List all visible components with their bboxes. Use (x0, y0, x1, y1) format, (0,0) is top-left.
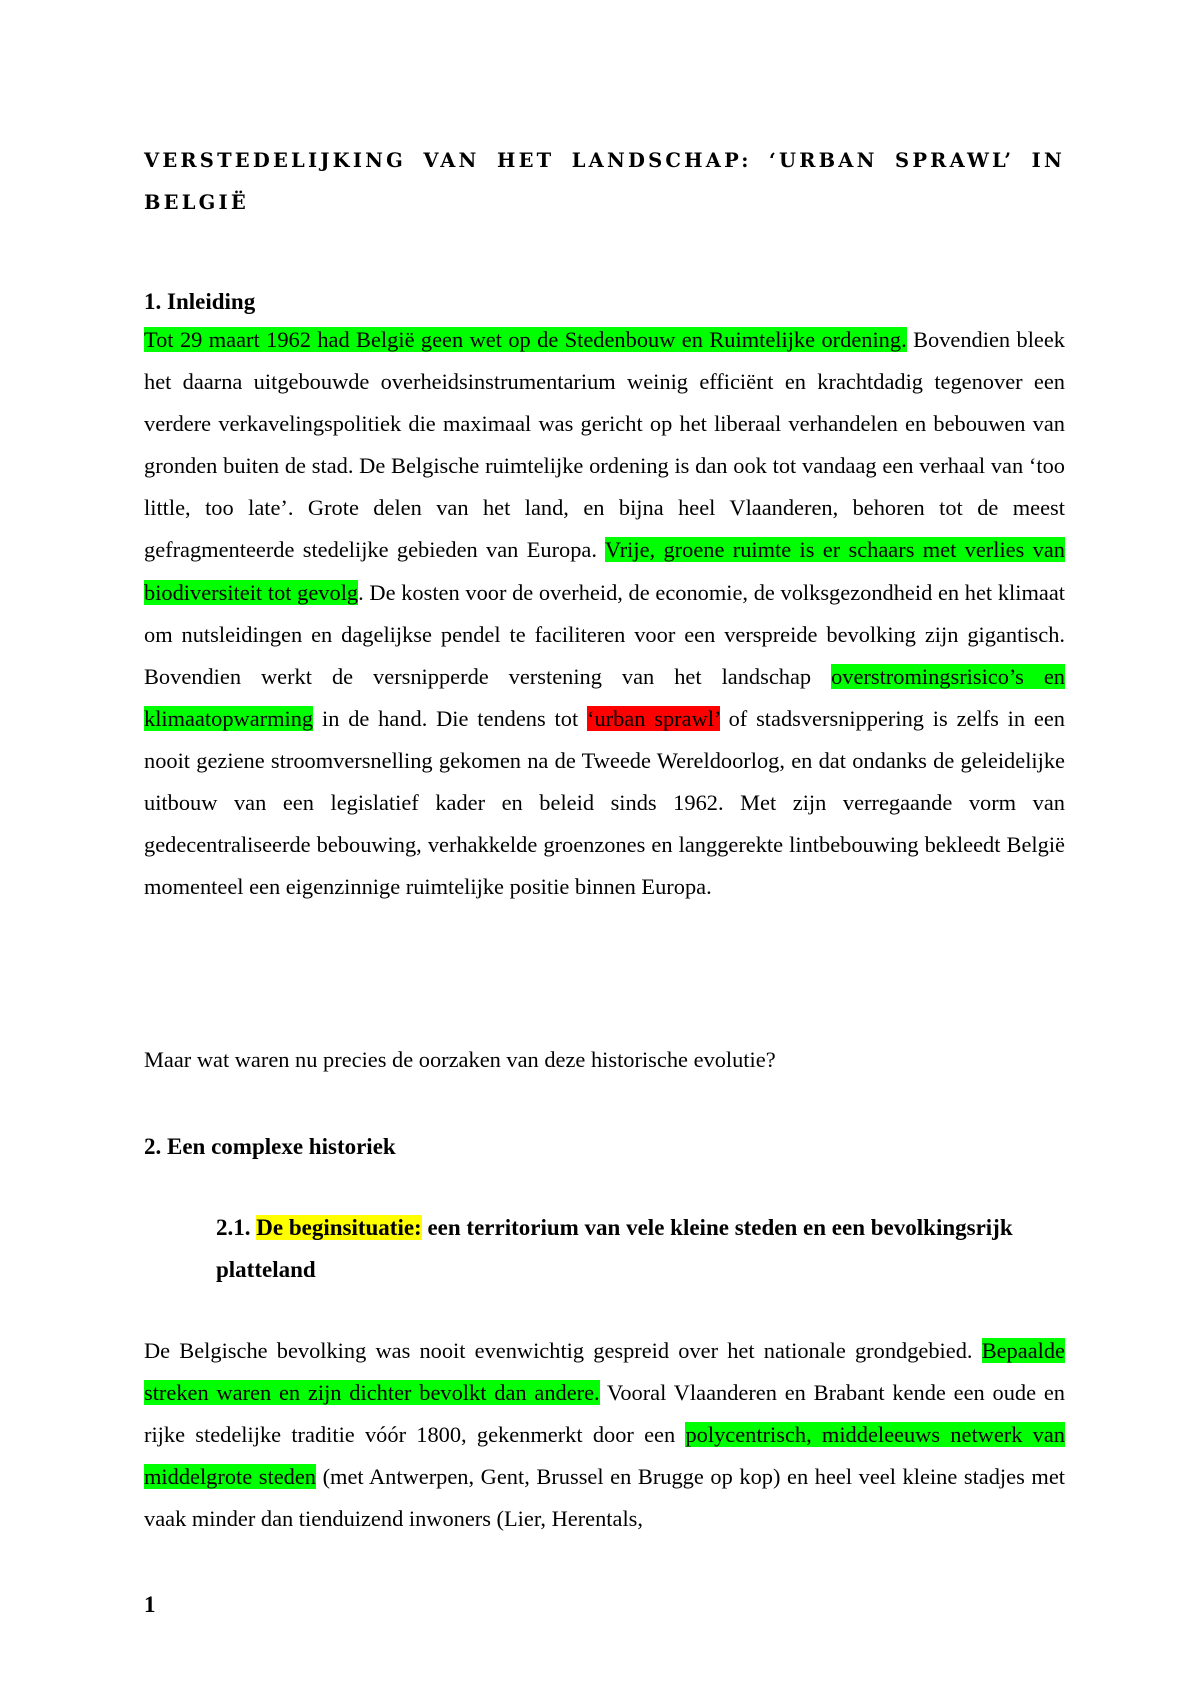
document-page (144, 0, 1065, 1698)
highlight-green: Vrije, groene ruimte is er schaars met verlies van biodiversiteit tot gevolg (144, 537, 1065, 605)
highlight-red: ‘urban sprawl’ (587, 705, 720, 731)
subsection-title-rest: een territorium van vele kleine steden en een bevolkingsrijk platteland (216, 1215, 1013, 1282)
text-run: De Belgische bevolking was nooit evenwichtig gespreid over het nationale grondgebied. (144, 1338, 982, 1363)
highlight-green: polycentrisch, middeleeuws netwerk van middelgrote steden (144, 1422, 1065, 1490)
text-run: of stadsversnippering is zelfs in een nooit geziene stroomversnelling gekomen na de Tweede Wereldoorlog, en dat ondanks de geleidelijke uitbouw van een legislatief kader en beleid sinds 1962. Met zijn verregaande vorm van gedecentraliseerde bebouwing, verhakkelde groenzones en langgerekte lintbebouwing bekleedt België momenteel een eigenzinnige ruimtelijke positie binnen Europa. (144, 705, 1065, 900)
paragraph-question: Maar wat waren nu precies de oorzaken van deze historische evolutie? (144, 1047, 776, 1072)
paragraph-inleiding (144, 319, 1065, 908)
paragraph-beginsituatie (144, 1330, 1065, 1540)
document-title: VERSTEDELIJKING VAN HET LANDSCHAP: ‘URBAN SPRAWL’ IN BELGIË (144, 149, 1065, 214)
subsection-heading-beginsituatie (216, 1207, 1065, 1291)
section-heading-historiek: 2. Een complexe historiek (144, 1134, 396, 1159)
highlight-green: Bepaalde streken waren en zijn dichter bevolkt dan andere. (144, 1338, 1065, 1406)
text-run: . De kosten voor de overheid, de economie, de volksgezondheid en het klimaat om nutsleidingen en dagelijkse pendel te faciliteren voor een verspreide bevolking zijn gigantisch. Bovendien werkt de versnipperde verstening van het landschap (144, 579, 1065, 689)
highlight-yellow: De beginsituatie: (256, 1215, 422, 1240)
text-run: Bovendien bleek het daarna uitgebouwde overheidsinstrumentarium weinig efficiënt en krachtdadig tegenover een verdere verkavelingspolitiek die maximaal was gericht op het liberaal verhandelen en bebouwen van gronden buiten de stad. De Belgische ruimtelijke ordening is dan ook tot vandaag een verhaal van ‘too little, too late’. Grote delen van het land, en bijna heel Vlaanderen, behoren tot de meest gefragmenteerde stedelijke gebieden van Europa. (144, 327, 1065, 563)
section-heading-inleiding: 1. Inleiding (144, 289, 256, 314)
highlight-green: overstromingsrisico’s en klimaatopwarming (144, 663, 1065, 731)
text-run: in de hand. Die tendens tot (313, 705, 587, 731)
page-number: 1 (144, 1592, 156, 1617)
subsection-number: 2.1. (216, 1215, 257, 1240)
highlight-green: Tot 29 maart 1962 had België geen wet op de Stedenbouw en Ruimtelijke ordening. (144, 327, 907, 352)
text-run: (met Antwerpen, Gent, Brussel en Brugge op kop) en heel veel kleine stadjes met vaak minder dan tienduizend inwoners (Lier, Herentals, (144, 1464, 1065, 1532)
text-run: Vooral Vlaanderen en Brabant kende een oude en rijke stedelijke traditie vóór 1800, gekenmerkt door een (144, 1380, 1065, 1448)
